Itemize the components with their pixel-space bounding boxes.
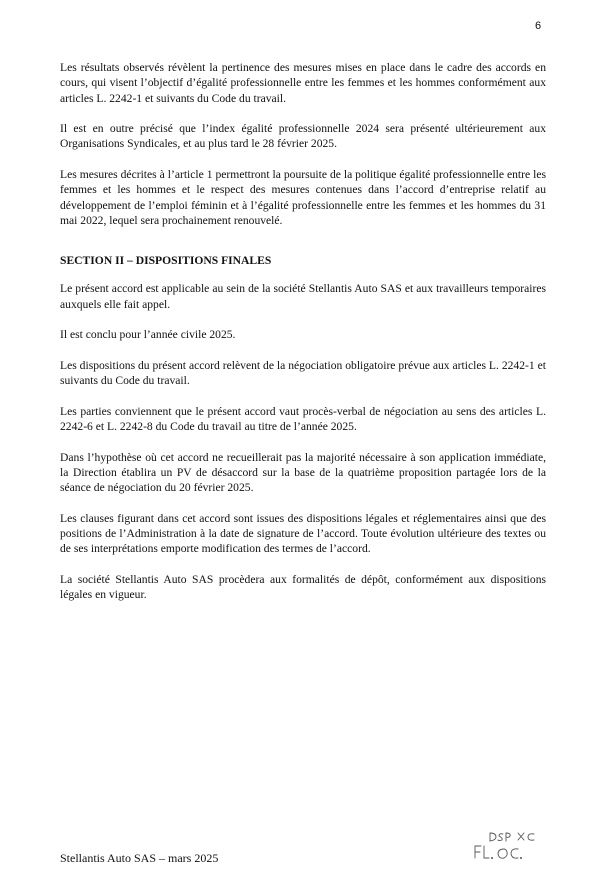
paragraph: Le présent accord est applicable au sein de la société Stellantis Auto SAS et aux travailleurs temporaires auxquels elle fait appel. <box>60 282 546 311</box>
footer: Stellantis Auto SAS – mars 2025 <box>60 851 219 865</box>
paragraph: Il est en outre précisé que l’index égalité professionnelle 2024 sera présenté ultérieurement aux Organisations Syndicales, et au plus tard le 28 février 2025. <box>60 122 546 151</box>
paragraph: La société Stellantis Auto SAS procèdera aux formalités de dépôt, conformément aux dispositions légales en vigueur. <box>60 572 546 602</box>
paragraph: Les résultats observés révèlent la pertinence des mesures mises en place dans le cadre des accords en cours, qui visent l’objectif d’égalité professionnelle entre les femmes et les hommes conformément aux articles L. 2242-1 et suivants du Code du travail. <box>60 61 546 105</box>
paragraph: Les dispositions du présent accord relèvent de la négociation obligatoire prévue aux articles L. 2242-1 et suivants du Code du travail. <box>60 358 546 388</box>
paragraph: Les parties conviennent que le présent accord vaut procès-verbal de négociation au sens des articles L. 2242-6 et L. 2242-8 du Code du travail au titre de l’année 2025. <box>60 404 546 433</box>
paragraph: Les clauses figurant dans cet accord sont issues des dispositions légales et réglementaires ainsi que des positions de l’Administration à la date de signature de l’accord. Toute évolution ultérieure des textes ou de ses interprétations emporte modification des termes de l’accord. <box>60 511 546 556</box>
paragraph: Il est conclu pour l’année civile 2025. <box>60 328 236 342</box>
document-body <box>60 60 546 618</box>
paragraph: Dans l’hypothèse où cet accord ne recueillerait pas la majorité nécessaire à son application immédiate, la Direction établira un PV de désaccord sur la base de la quatrième proposition partagée lors de la séance de négociation du 20 février 2025. <box>60 450 546 495</box>
handwritten-initials <box>470 828 550 864</box>
page-number: 6 <box>535 20 542 32</box>
paragraph: Les mesures décrites à l’article 1 permettront la poursuite de la politique égalité professionnelle entre les femmes et les hommes et le respect des mesures contenues dans l’accord d’entreprise relatif au développement de l’emploi féminin et à l’égalité professionnelle entre les femmes et les hommes du 31 mai 2022, lequel sera prochainement renouvelé. <box>60 168 546 227</box>
section-heading: SECTION II – DISPOSITIONS FINALES <box>60 254 272 268</box>
